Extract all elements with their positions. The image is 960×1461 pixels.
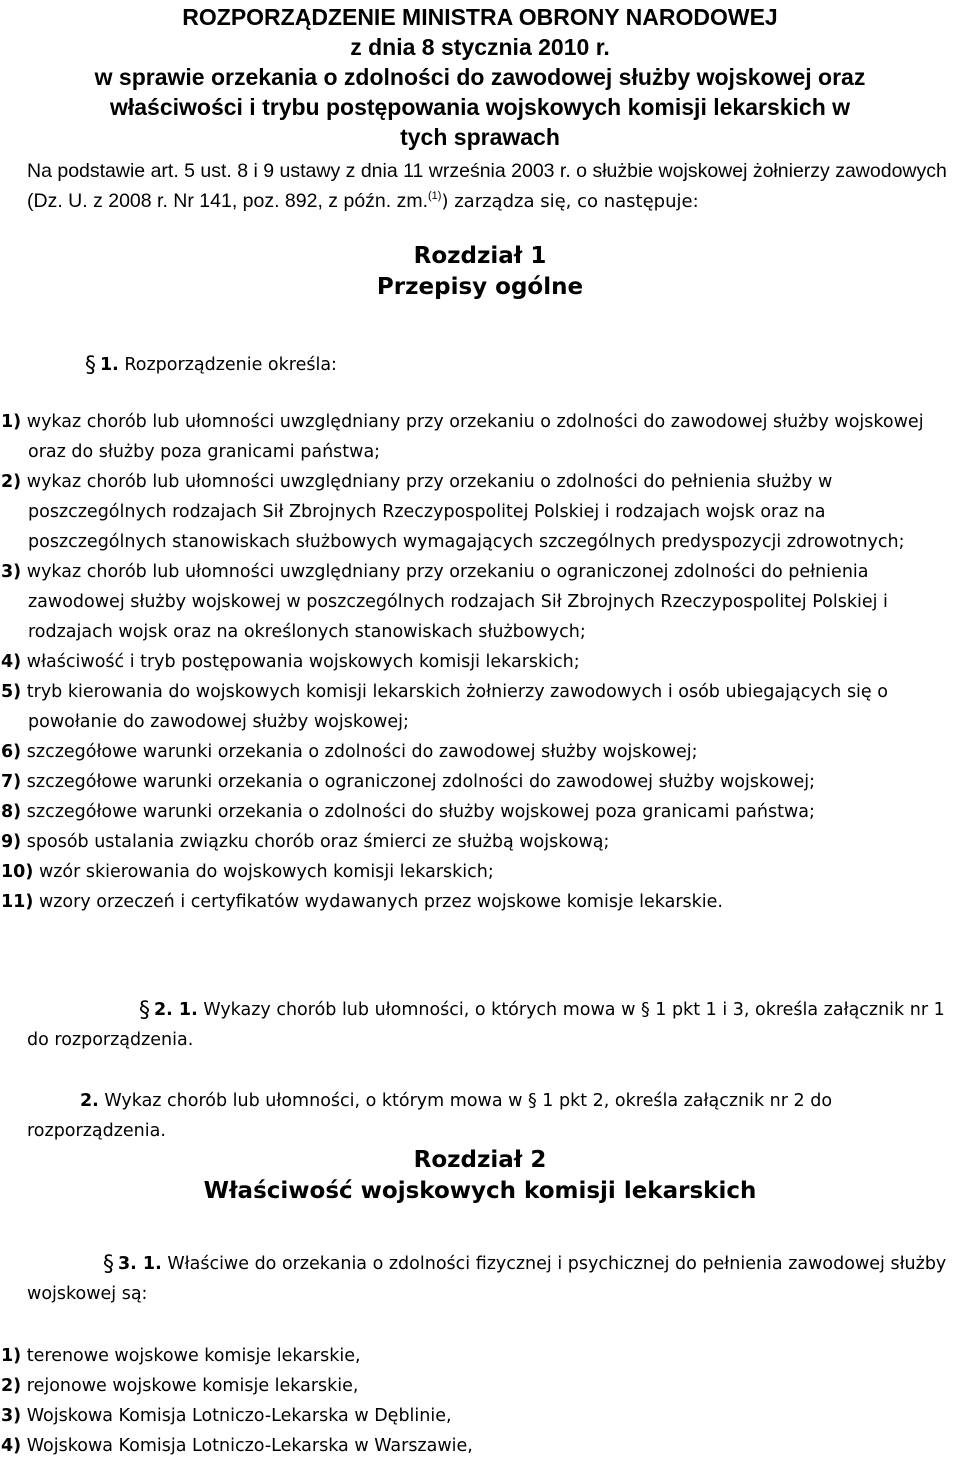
list-item bbox=[0, 827, 960, 857]
list-item-number: 3) bbox=[1, 562, 22, 582]
list-item bbox=[0, 1431, 960, 1461]
list-item bbox=[0, 557, 960, 647]
header-subject-line3: tych sprawach bbox=[400, 124, 560, 150]
chapter1-heading bbox=[0, 241, 960, 303]
section2-paragraph2 bbox=[27, 1086, 947, 1146]
list-item bbox=[0, 887, 960, 917]
list-item-number: 2) bbox=[1, 472, 22, 492]
chapter1-label: Rozdział 1 bbox=[413, 243, 547, 269]
section1-intro bbox=[85, 349, 337, 380]
chapter1-title: Przepisy ogólne bbox=[376, 274, 584, 300]
list-item-text: wzór skierowania do wojskowych komisji lekarskich; bbox=[38, 862, 494, 882]
footnote-ref[interactable]: (1) bbox=[428, 190, 442, 202]
list-item bbox=[0, 797, 960, 827]
list-item bbox=[0, 857, 960, 887]
intro-text: Na podstawie art. 5 ust. 8 i 9 ustawy z dnia 11 września 2003 r. o służbie wojskowej żołnierzy zawodowych (Dz. U. z 2008 r. Nr 141, poz. 892, z późn. zm. bbox=[27, 160, 947, 212]
list-item-number: 4) bbox=[1, 652, 22, 672]
list-item-text: właściwość i tryb postępowania wojskowych komisji lekarskich; bbox=[26, 652, 580, 672]
section1-list bbox=[0, 407, 960, 917]
list-item-text: tryb kierowania do wojskowych komisji lekarskich żołnierzy zawodowych i osób ubiegających się o powołanie do zawodowej służby wojskowej; bbox=[26, 682, 888, 732]
section1-text: Rozporządzenie określa: bbox=[124, 355, 337, 375]
section3-number: 3. 1. bbox=[118, 1254, 162, 1274]
list-item-text: rejonowe wojskowe komisje lekarskie, bbox=[26, 1376, 359, 1396]
list-item bbox=[0, 677, 960, 737]
list-item-number: 3) bbox=[1, 1406, 22, 1426]
section2-p2-number: 2. bbox=[80, 1091, 99, 1111]
chapter2-label: Rozdział 2 bbox=[413, 1147, 547, 1173]
list-item-text: wykaz chorób lub ułomności uwzględniany przy orzekaniu o zdolności do zawodowej służby wojskowej oraz do służby poza granicami państwa; bbox=[26, 412, 924, 462]
list-item-text: wykaz chorób lub ułomności uwzględniany przy orzekaniu o ograniczonej zdolności do pełnienia zawodowej służby wojskowej w poszczególnych rodzajach Sił Zbrojnych Rzeczypospolitej Polskiej i rodzajach wojsk oraz na określonych stanowiskach służbowych; bbox=[26, 562, 888, 642]
chapter2-heading bbox=[0, 1145, 960, 1207]
list-item-text: szczegółowe warunki orzekania o zdolności do zawodowej służby wojskowej; bbox=[26, 742, 698, 762]
chapter2-title: Właściwość wojskowych komisji lekarskich bbox=[203, 1178, 757, 1204]
list-item-text: Wojskowa Komisja Lotniczo-Lekarska w Warszawie, bbox=[26, 1436, 473, 1456]
list-item-number: 10) bbox=[1, 862, 34, 882]
section2-p2-text: Wykaz chorób lub ułomności, o którym mowa w § 1 pkt 2, określa załącznik nr 2 do rozporządzenia. bbox=[27, 1091, 833, 1141]
list-item-number: 8) bbox=[1, 802, 22, 822]
section3-paragraph1 bbox=[27, 1248, 947, 1309]
list-item-text: szczegółowe warunki orzekania o ograniczonej zdolności do zawodowej służby wojskowej; bbox=[26, 772, 816, 792]
list-item-number: 6) bbox=[1, 742, 22, 762]
section-sign: § bbox=[103, 1252, 114, 1277]
section2-text: Wykazy chorób lub ułomności, o których mowa w § 1 pkt 1 i 3, określa załącznik nr 1 do rozporządzenia. bbox=[27, 1000, 945, 1050]
section-sign: § bbox=[139, 998, 150, 1023]
list-item-number: 5) bbox=[1, 682, 22, 702]
header-title: ROZPORZĄDZENIE MINISTRA OBRONY NARODOWEJ bbox=[182, 4, 778, 30]
list-item-text: terenowe wojskowe komisje lekarskie, bbox=[26, 1346, 361, 1366]
legal-basis-intro bbox=[27, 156, 947, 217]
section-sign: § bbox=[85, 353, 96, 378]
list-item-number: 1) bbox=[1, 1346, 22, 1366]
list-item bbox=[0, 1371, 960, 1401]
list-item bbox=[0, 1341, 960, 1371]
section2-paragraph1 bbox=[27, 994, 947, 1055]
section3-text: Właściwe do orzekania o zdolności fizycznej i psychicznej do pełnienia zawodowej służby wojskowej są: bbox=[27, 1254, 947, 1304]
list-item-number: 1) bbox=[1, 412, 22, 432]
section3-list bbox=[0, 1341, 960, 1461]
list-item bbox=[0, 767, 960, 797]
list-item-number: 2) bbox=[1, 1376, 22, 1396]
list-item-text: wzory orzeczeń i certyfikatów wydawanych przez wojskowe komisje lekarskie. bbox=[38, 892, 723, 912]
list-item-number: 11) bbox=[1, 892, 34, 912]
header-date: z dnia 8 stycznia 2010 r. bbox=[350, 34, 610, 60]
section2-number: 2. 1. bbox=[154, 1000, 198, 1020]
list-item-text: wykaz chorób lub ułomności uwzględniany przy orzekaniu o zdolności do pełnienia służby w poszczególnych rodzajach Sił Zbrojnych Rzeczypospolitej Polskiej i rodzajach wojsk oraz na poszczególnych stanowiskach służbowych wymagających szczególnych predyspozycji zdrowotnych; bbox=[26, 472, 905, 552]
list-item-text: Wojskowa Komisja Lotniczo-Lekarska w Dęblinie, bbox=[26, 1406, 452, 1426]
list-item-text: szczegółowe warunki orzekania o zdolności do służby wojskowej poza granicami państwa; bbox=[26, 802, 815, 822]
list-item bbox=[0, 1401, 960, 1431]
list-item bbox=[0, 467, 960, 557]
regulation-header bbox=[20, 2, 940, 152]
list-item-number: 9) bbox=[1, 832, 22, 852]
header-subject-line1: w sprawie orzekania o zdolności do zawodowej służby wojskowej oraz bbox=[94, 64, 866, 90]
list-item-number: 4) bbox=[1, 1436, 22, 1456]
list-item bbox=[0, 647, 960, 677]
list-item bbox=[0, 407, 960, 467]
list-item bbox=[0, 737, 960, 767]
header-subject-line2: właściwości i trybu postępowania wojskowych komisji lekarskich w bbox=[109, 94, 851, 120]
section1-number: 1. bbox=[100, 355, 119, 375]
intro-text-end: ) zarządza się, co następuje: bbox=[441, 191, 699, 212]
list-item-text: sposób ustalania związku chorób oraz śmierci ze służbą wojskową; bbox=[26, 832, 610, 852]
list-item-number: 7) bbox=[1, 772, 22, 792]
